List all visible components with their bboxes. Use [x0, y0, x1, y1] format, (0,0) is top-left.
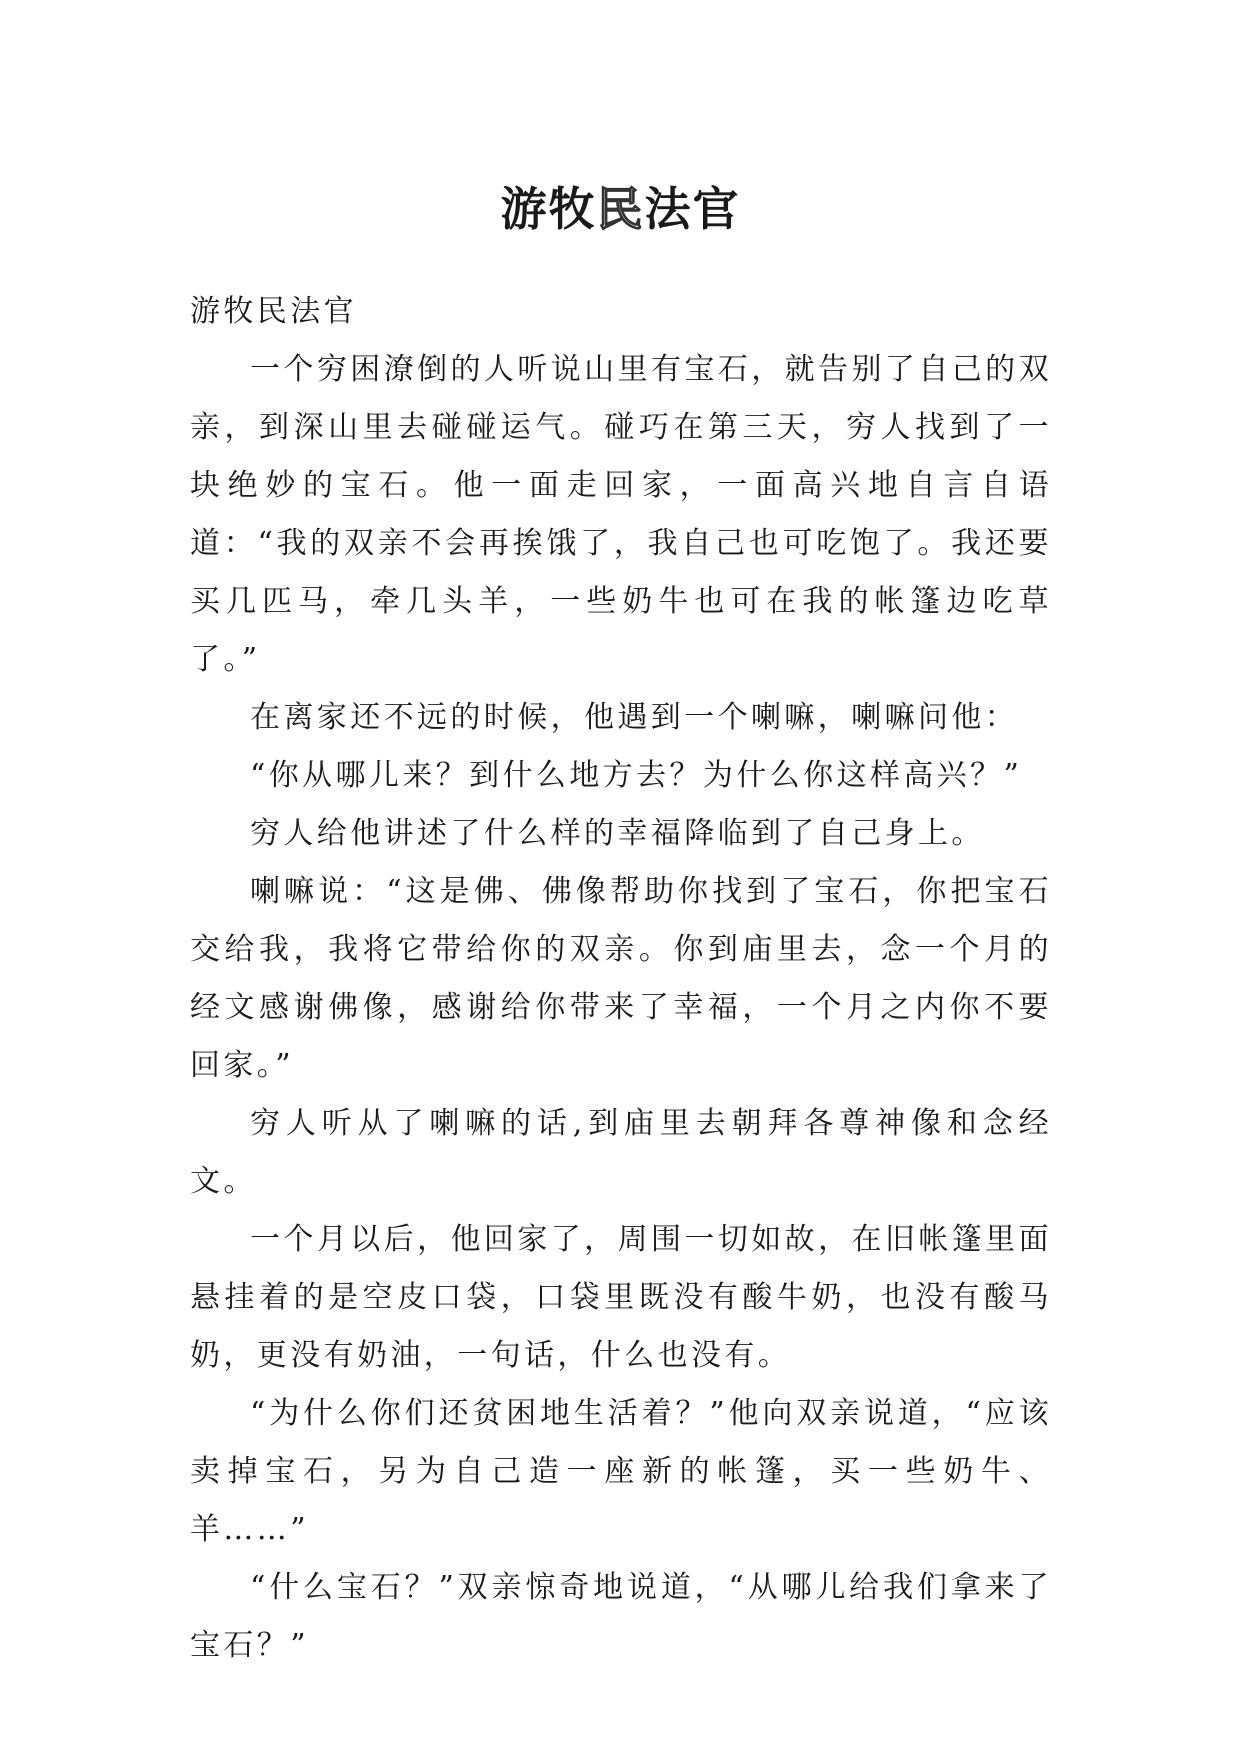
paragraph: “你从哪儿来？到什么地方去？为什么你这样高兴？” [250, 758, 1023, 793]
paragraph: “什么宝石？”双亲惊奇地说道，“从哪儿给我们拿来了宝石？” [190, 1570, 1052, 1663]
paragraph: 在离家还不远的时候，他遇到一个喇嘛，喇嘛问他： [250, 700, 1019, 735]
document-title [0, 179, 1241, 239]
title-part-1: 游牧 [500, 181, 597, 236]
paragraph: 一个穷困潦倒的人听说山里有宝石，就告别了自己的双亲，到深山里去碰碰运气。碰巧在第三天，穷人找到了一块绝妙的宝石。他一面走回家，一面高兴地自言自语道：“我的双亲不会再挨饿了，我自己也可吃饱了。我还要买几匹马，牵几头羊，一些奶牛也可在我的帐篷边吃草了。” [190, 352, 1052, 677]
paragraph: 穷人听从了喇嘛的话,到庙里去朝拜各尊神像和念经文。 [190, 1106, 1052, 1199]
paragraph: “为什么你们还贫困地生活着？”他向双亲说道，“应该卖掉宝石，另为自己造一座新的帐篷，买一些奶牛、羊……” [190, 1396, 1052, 1547]
paragraph: 一个月以后，他回家了，周围一切如故，在旧帐篷里面悬挂着的是空皮口袋，口袋里既没有酸牛奶，也没有酸马奶，更没有奶油，一句话，什么也没有。 [190, 1222, 1052, 1373]
title-part-3: 法官 [644, 181, 741, 236]
paragraph: 穷人给他讲述了什么样的幸福降临到了自己身上。 [250, 816, 985, 851]
title-part-2-highlighted: 民 [596, 181, 645, 236]
document-subtitle: 游牧民法官 [190, 294, 357, 329]
paragraph: 喇嘛说：“这是佛、佛像帮助你找到了宝石，你把宝石交给我，我将它带给你的双亲。你到庙里去，念一个月的经文感谢佛像，感谢给你带来了幸福，一个月之内你不要回家。” [190, 874, 1052, 1083]
document-body [190, 283, 1052, 1675]
